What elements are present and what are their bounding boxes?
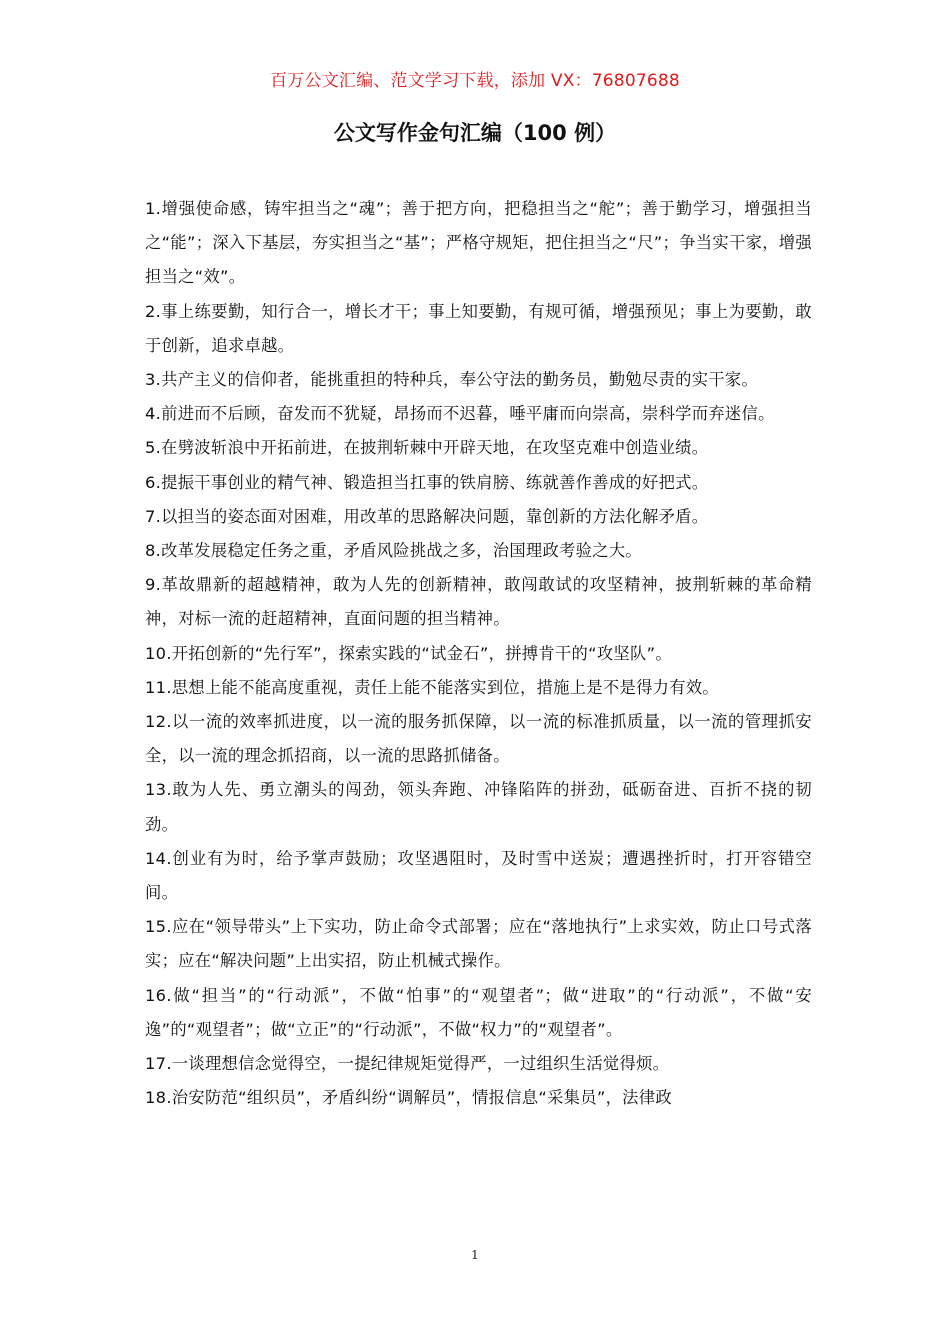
page-number: 1 [471,1248,479,1262]
list-item: 2.事上练要勤，知行合一，增长才干；事上知要勤，有规可循，增强预见；事上为要勤，敢于创新，追求卓越。 [145,301,812,355]
document-body [145,192,812,1115]
list-item: 14.创业有为时，给予掌声鼓励；攻坚遇阻时，及时雪中送炭；遭遇挫折时，打开容错空间。 [145,848,812,903]
list-item: 9.革故鼎新的超越精神，敢为人先的创新精神，敢闯敢试的攻坚精神，披荆斩棘的革命精神，对标一流的赶超精神，直面问题的担当精神。 [145,575,812,629]
list-item: 7.以担当的姿态面对困难，用改革的思路解决问题，靠创新的方法化解矛盾。 [145,506,709,526]
list-item: 16.做“担当”的“行动派”，不做“怕事”的“观望者”；做“进取”的“行动派”，不做“安逸”的“观望者”；做“立正”的“行动派”，不做“权力”的“观望者”。 [145,985,812,1039]
list-item: 10.开拓创新的“先行军”，探索实践的“试金石”，拼搏肯干的“攻坚队”。 [145,643,672,663]
list-item: 17.一谈理想信念觉得空，一提纪律规矩觉得严，一过组织生活觉得烦。 [145,1054,670,1074]
list-item: 4.前进而不后顾，奋发而不犹疑，昂扬而不迟暮，唾平庸而向崇高，崇科学而弃迷信。 [145,404,775,424]
list-item: 8.改革发展稳定任务之重，矛盾风险挑战之多，治国理政考验之大。 [145,541,642,561]
list-item: 18.治安防范“组织员”，矛盾纠纷“调解员”，情报信息“采集员”，法律政 [145,1088,672,1108]
list-item: 5.在劈波斩浪中开拓前进，在披荆斩棘中开辟天地，在攻坚克难中创造业绩。 [145,438,709,458]
page-title: 公文写作金句汇编（100 例） [333,121,617,145]
list-item: 3.共产主义的信仰者，能挑重担的特种兵，奉公守法的勤务员，勤勉尽责的实干家。 [145,370,759,390]
download-banner: 百万公文汇编、范文学习下载，添加 VX：76807688 [270,71,680,91]
list-item: 15.应在“领导带头”上下实功，防止命令式部署；应在“落地执行”上求实效，防止口号式落实；应在“解决问题”上出实招，防止机械式操作。 [145,917,812,971]
list-item: 6.提振干事创业的精气神、锻造担当扛事的铁肩膀、练就善作善成的好把式。 [145,472,709,492]
list-item: 11.思想上能不能高度重视，责任上能不能落实到位，措施上是不是得力有效。 [145,677,719,697]
list-item: 13.敢为人先、勇立潮头的闯劲，领头奔跑、冲锋陷阵的拼劲，砥砺奋进、百折不挠的韧劲。 [145,780,812,834]
list-item: 1.增强使命感，铸牢担当之“魂”；善于把方向，把稳担当之“舵”；善于勤学习，增强担当之“能”；深入下基层，夯实担当之“基”；严格守规矩，把住担当之“尺”；争当实干家，增强担当之“效”。 [145,199,812,287]
list-item: 12.以一流的效率抓进度，以一流的服务抓保障，以一流的标准抓质量，以一流的管理抓安全，以一流的理念抓招商，以一流的思路抓储备。 [145,712,812,766]
